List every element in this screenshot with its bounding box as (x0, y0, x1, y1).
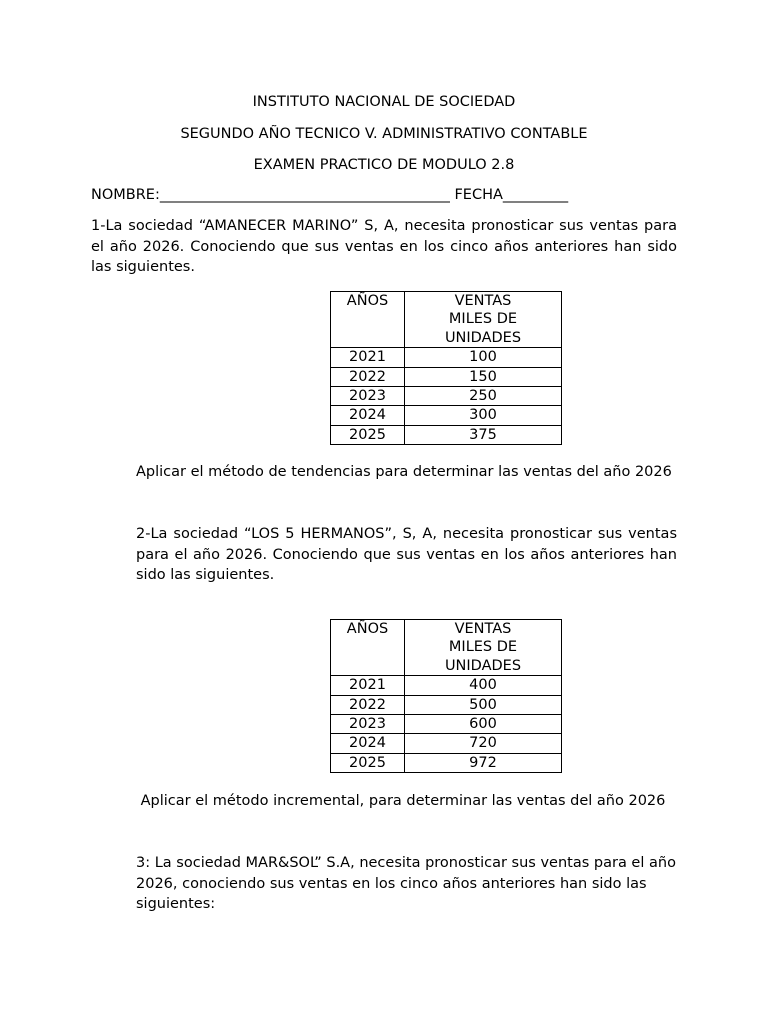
sales-table-2 (330, 619, 562, 773)
sales-cell: 150 (405, 367, 562, 386)
table-row (331, 348, 562, 367)
year-cell: 2025 (331, 753, 405, 772)
sales-cell: 500 (405, 695, 562, 714)
sales-table-1 (330, 291, 562, 445)
table-row (331, 367, 562, 386)
year-cell: 2022 (331, 367, 405, 386)
question-3-text: 3: La sociedad MAR&SOL” S.A, necesita pronosticar sus ventas para el año 2026, conociendo sus ventas en los cinco años anteriores han sido las siguientes: (136, 855, 676, 913)
year-cell: 2024 (331, 406, 405, 425)
course-title: SEGUNDO AÑO TECNICO V. ADMINISTRATIVO CONTABLE (180, 126, 588, 142)
sales-cell: 400 (405, 676, 562, 695)
sales-cell: 720 (405, 734, 562, 753)
header-years: AÑOS (331, 292, 405, 348)
year-cell: 2025 (331, 425, 405, 444)
table-row (331, 406, 562, 425)
exam-title: EXAMEN PRACTICO DE MODULO 2.8 (253, 157, 515, 173)
header-sales: VENTAS MILES DE UNIDADES (405, 620, 562, 676)
sales-cell: 600 (405, 715, 562, 734)
question-1-instruction: Aplicar el método de tendencias para determinar las ventas del año 2026 (136, 464, 672, 480)
sales-cell: 375 (405, 425, 562, 444)
name-date-line: NOMBRE:________________________________________ FECHA_________ (91, 187, 569, 203)
year-cell: 2021 (331, 348, 405, 367)
year-cell: 2023 (331, 715, 405, 734)
header-years: AÑOS (331, 620, 405, 676)
table-row (331, 715, 562, 734)
year-cell: 2023 (331, 387, 405, 406)
table-row (331, 753, 562, 772)
table-row (331, 425, 562, 444)
year-cell: 2024 (331, 734, 405, 753)
table-row (331, 695, 562, 714)
table-header-row (331, 620, 562, 676)
year-cell: 2022 (331, 695, 405, 714)
year-cell: 2021 (331, 676, 405, 695)
institute-title: INSTITUTO NACIONAL DE SOCIEDAD (252, 94, 516, 110)
header-sales: VENTAS MILES DE UNIDADES (405, 292, 562, 348)
question-1-text: 1-La sociedad “AMANECER MARINO” S, A, necesita pronosticar sus ventas para el año 2026. Conociendo que sus ventas en los cinco años anteriores han sido las siguientes. (91, 218, 677, 276)
sales-cell: 972 (405, 753, 562, 772)
table-header-row (331, 292, 562, 348)
sales-cell: 100 (405, 348, 562, 367)
table-row (331, 387, 562, 406)
table-row (331, 676, 562, 695)
sales-cell: 300 (405, 406, 562, 425)
question-2-instruction: Aplicar el método incremental, para determinar las ventas del año 2026 (136, 793, 666, 809)
question-2-text: 2-La sociedad “LOS 5 HERMANOS”, S, A, necesita pronosticar sus ventas para el año 2026. Conociendo que sus ventas en los años anteriores han sido las siguientes. (136, 526, 677, 584)
sales-cell: 250 (405, 387, 562, 406)
table-row (331, 734, 562, 753)
